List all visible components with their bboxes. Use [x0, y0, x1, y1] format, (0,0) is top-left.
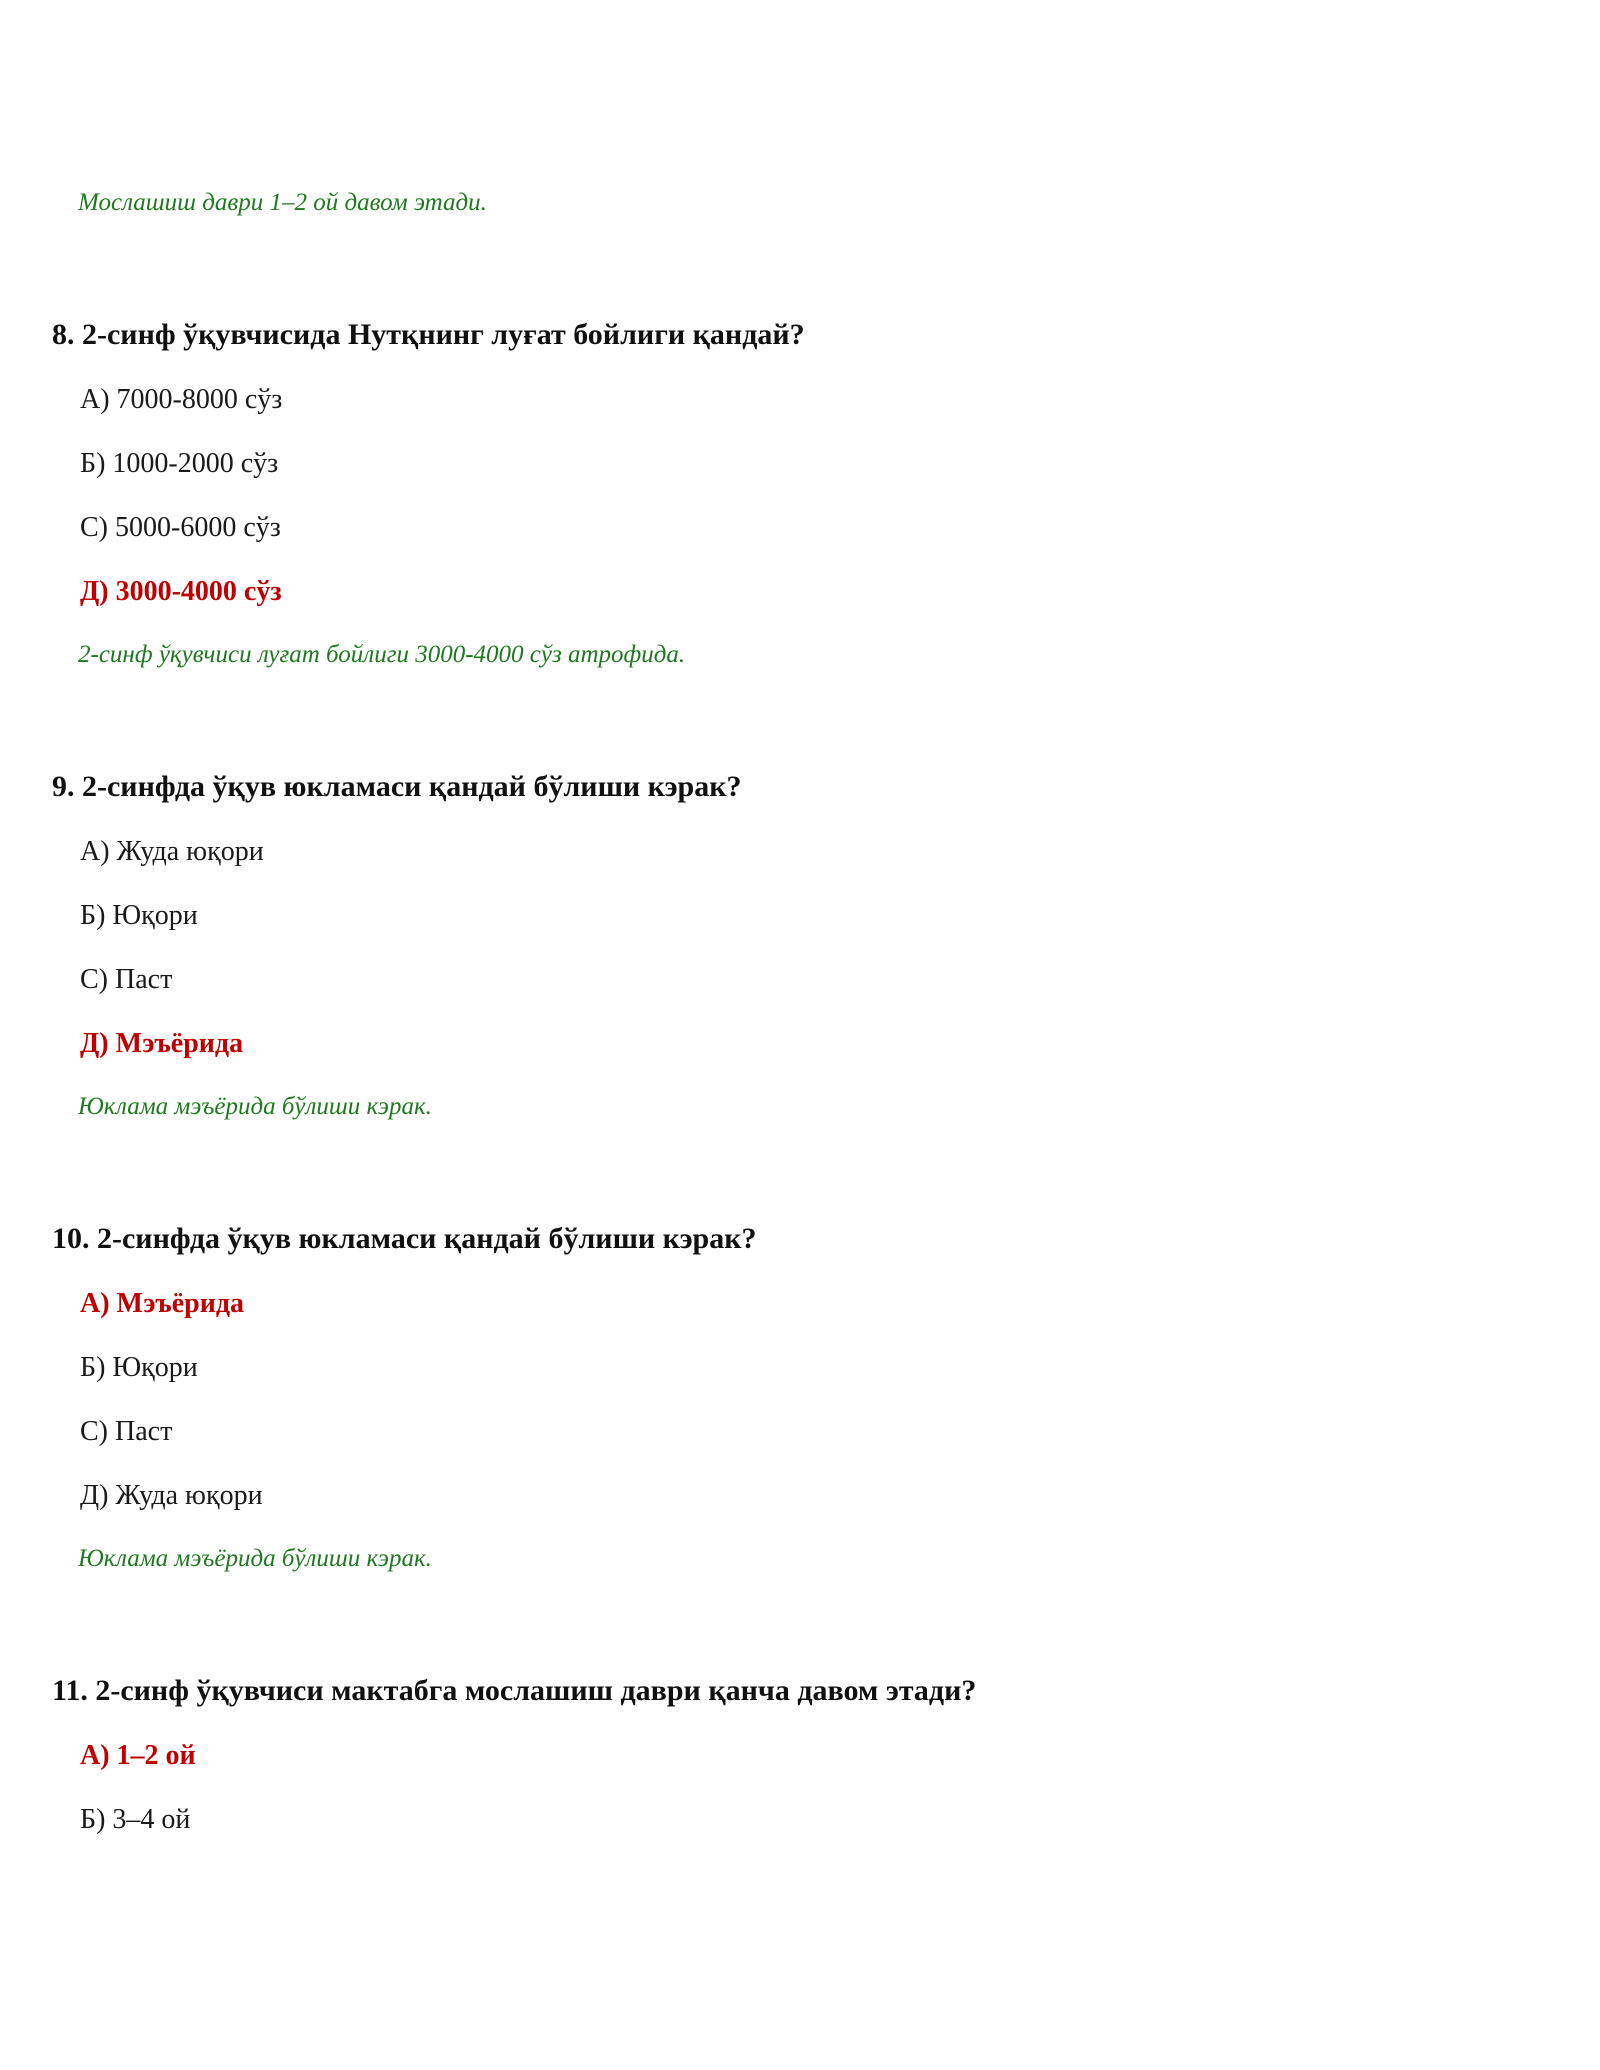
- question-9-explanation: Юклама мэъёрида бўлиши кэрак.: [78, 1093, 432, 1120]
- question-10-explanation: Юклама мэъёрида бўлиши кэрак.: [78, 1545, 432, 1572]
- question-9-option-b: Б) Юқори: [80, 900, 198, 931]
- question-10-title: 10. 2-синфда ўқув юкламаси қандай бўлиши кэрак?: [52, 1222, 757, 1255]
- question-8-title: 8. 2-синф ўқувчисида Нутқнинг луғат бойлиги қандай?: [52, 318, 805, 351]
- question-8-option-c: С) 5000-6000 сўз: [80, 512, 281, 543]
- question-8-explanation: 2-синф ўқувчиси луғат бойлиги 3000-4000 сўз атрофида.: [78, 641, 686, 668]
- question-10-option-d: Д) Жуда юқори: [80, 1480, 263, 1511]
- question-10-option-c: С) Паст: [80, 1416, 173, 1447]
- question-9-option-d-correct: Д) Мэъёрида: [80, 1028, 244, 1059]
- question-11-option-b: Б) 3–4 ой: [80, 1804, 191, 1835]
- question-8-option-b: Б) 1000-2000 сўз: [80, 448, 279, 479]
- question-10-option-a-correct: А) Мэъёрида: [80, 1288, 245, 1319]
- question-11-title: 11. 2-синф ўқувчиси мактабга мослашиш даври қанча давом этади?: [52, 1674, 977, 1707]
- question-11-option-a-correct: А) 1–2 ой: [80, 1740, 196, 1771]
- question-9-title: 9. 2-синфда ўқув юкламаси қандай бўлиши кэрак?: [52, 770, 742, 803]
- intro-explanation: Мослашиш даври 1–2 ой давом этади.: [78, 189, 487, 216]
- question-9-option-a: А) Жуда юқори: [80, 836, 264, 867]
- question-8-option-a: А) 7000-8000 сўз: [80, 384, 283, 415]
- question-8-option-d-correct: Д) 3000-4000 сўз: [80, 576, 282, 607]
- question-9-option-c: С) Паст: [80, 964, 173, 995]
- question-10-option-b: Б) Юқори: [80, 1352, 198, 1383]
